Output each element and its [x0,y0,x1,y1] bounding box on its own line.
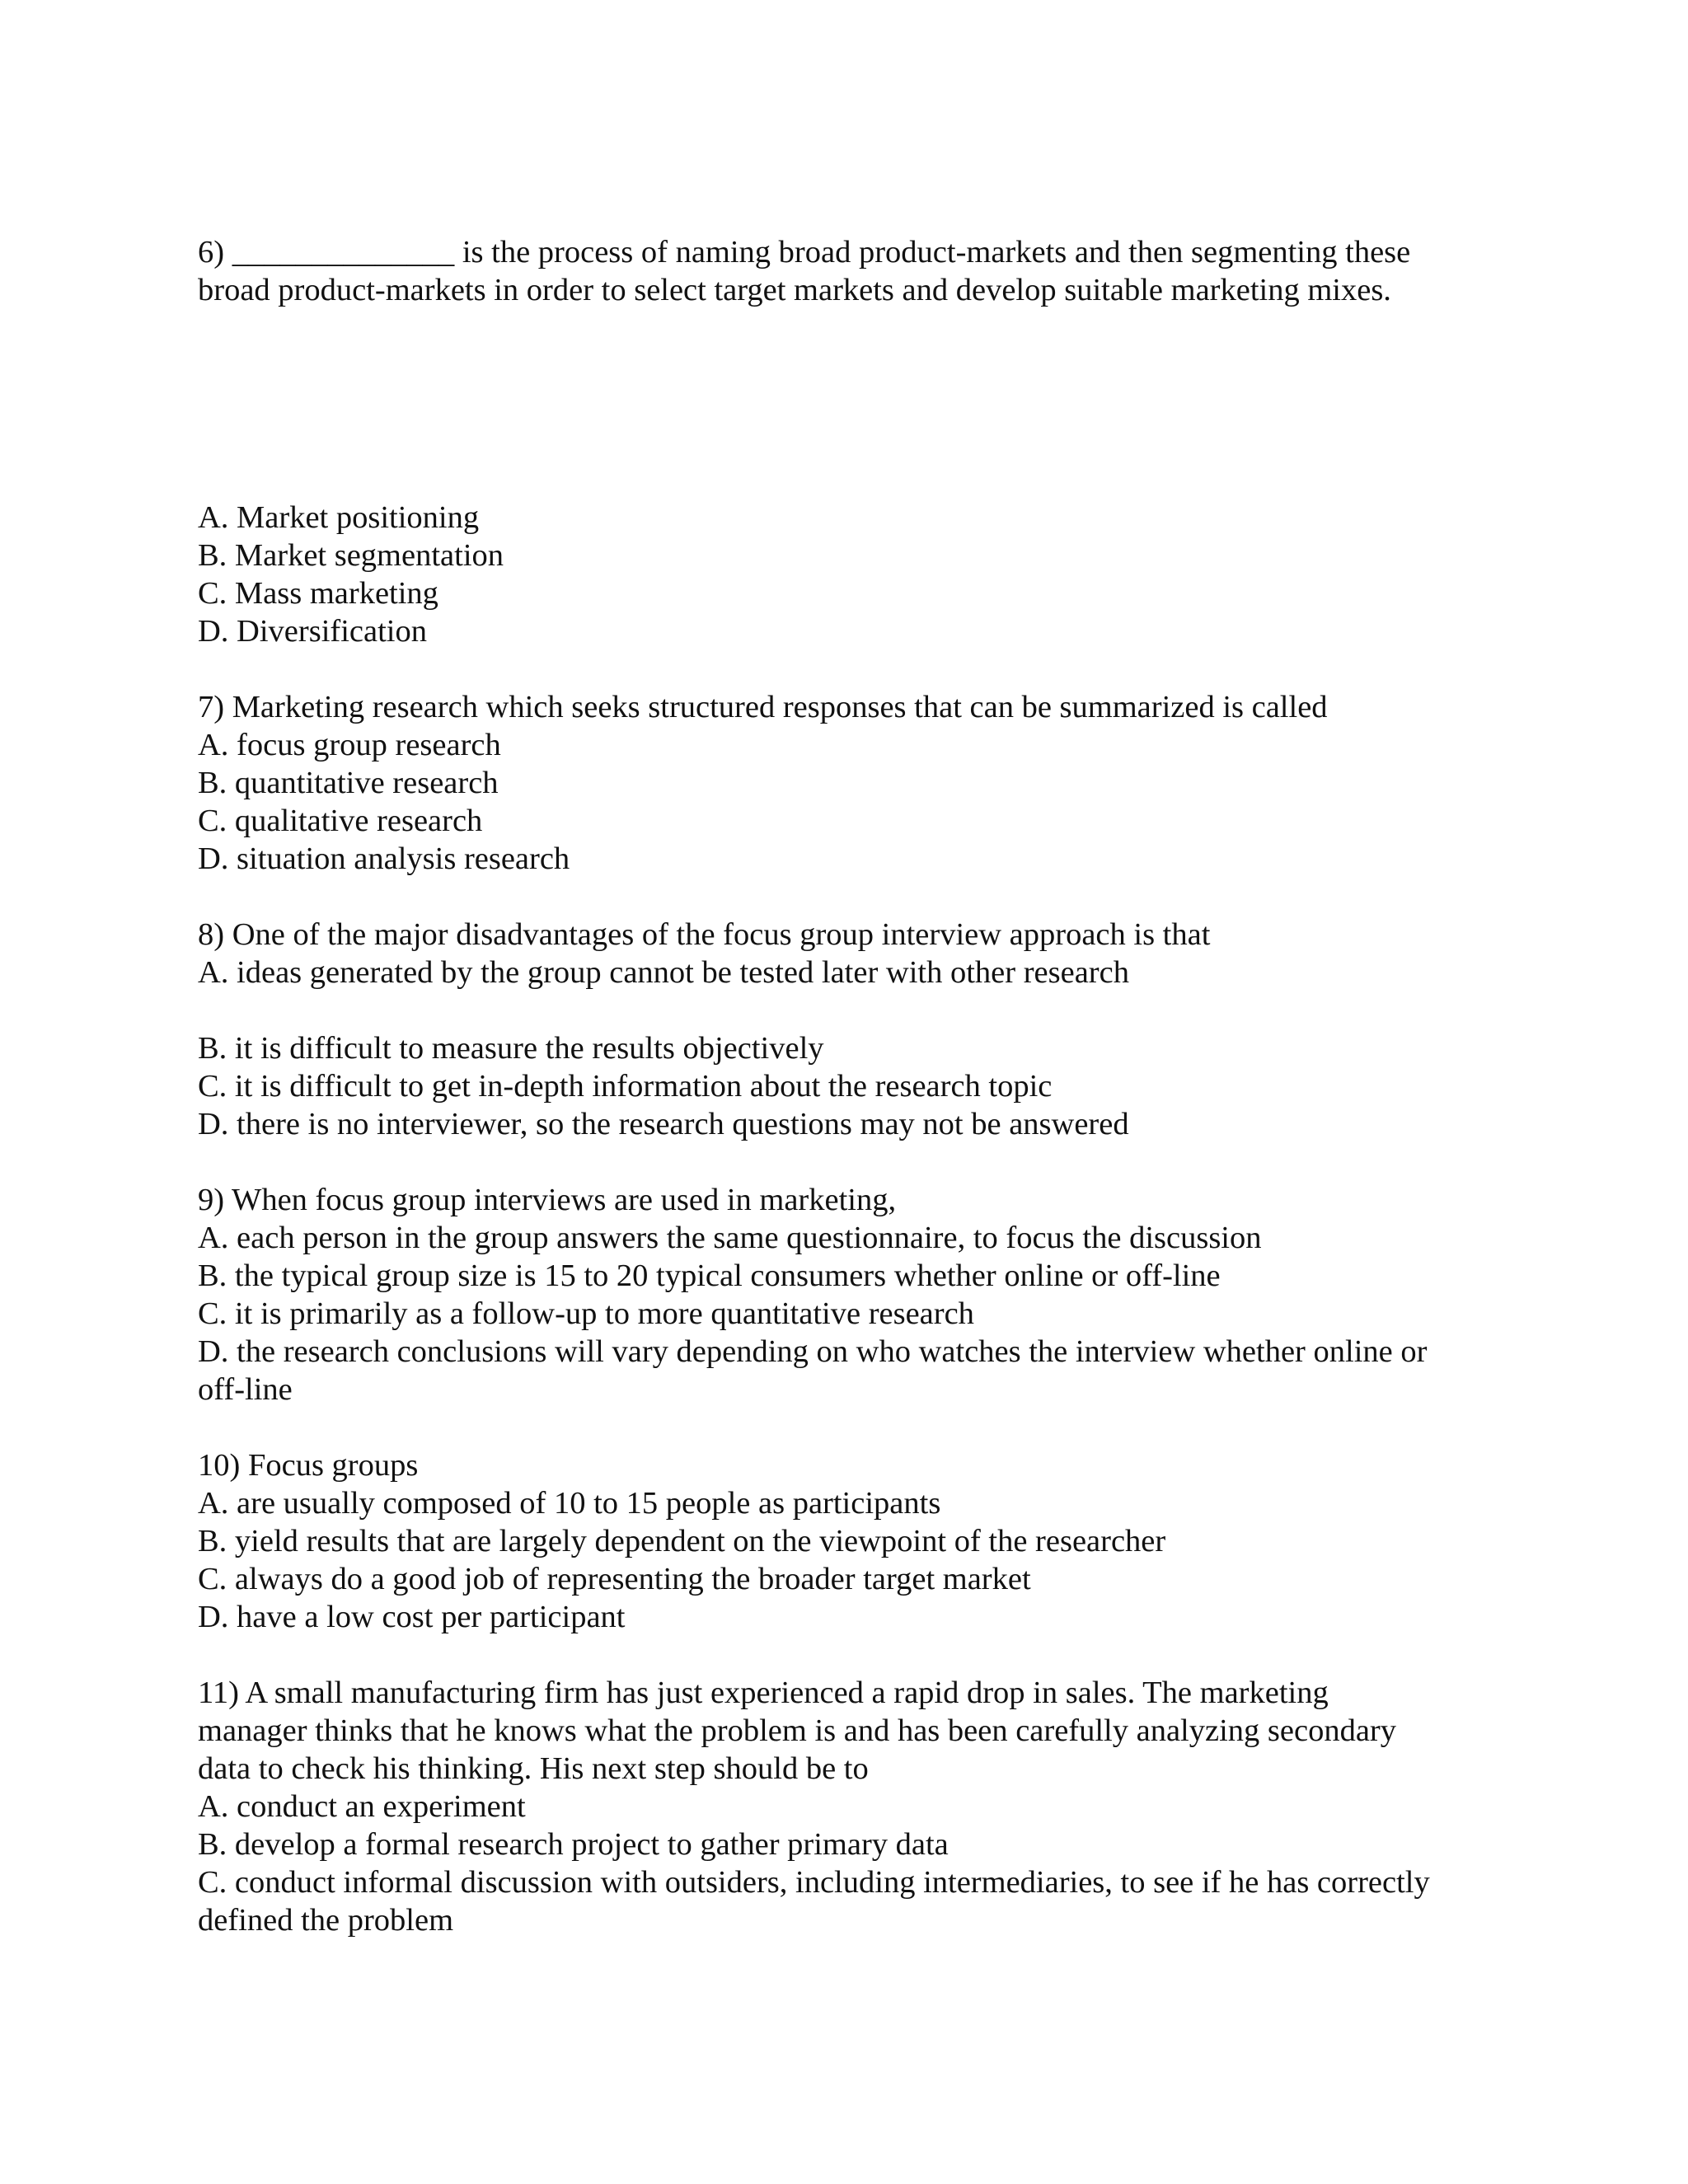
question-11-option-c: C. conduct informal discussion with outsiders, including intermediaries, to see if he has correctly [198,1865,1430,1900]
question-7-option-d: D. situation analysis research [198,841,570,876]
question-6-option-d: D. Diversification [198,614,427,649]
question-10 [198,1446,1500,1636]
question-9-option-d: D. the research conclusions will vary depending on who watches the interview whether online or [198,1334,1428,1369]
question-8-option-a: A. ideas generated by the group cannot be tested later with other research [198,955,1129,990]
question-10-option-d: D. have a low cost per participant [198,1600,626,1634]
question-9-option-d-continued: off-line [198,1372,293,1407]
question-6-option-b: B. Market segmentation [198,538,504,573]
question-9-option-c: C. it is primarily as a follow-up to more quantitative research [198,1296,974,1331]
question-6 [198,233,1500,309]
question-11-option-a: A. conduct an experiment [198,1789,526,1824]
question-11-stem-line-2: manager thinks that he knows what the problem is and has been carefully analyzing secondary [198,1713,1396,1748]
question-6-options [198,499,1500,650]
question-8-options-continued [198,1029,1500,1143]
question-8 [198,916,1500,991]
question-7-option-c: C. qualitative research [198,804,483,838]
question-11-option-b: B. develop a formal research project to gather primary data [198,1827,949,1862]
question-11-stem-line-3: data to check his thinking. His next step should be to [198,1751,869,1786]
question-10-option-a: A. are usually composed of 10 to 15 people as participants [198,1486,941,1521]
question-6-option-c: C. Mass marketing [198,576,438,611]
question-10-option-b: B. yield results that are largely dependent on the viewpoint of the researcher [198,1524,1166,1558]
question-9-option-a: A. each person in the group answers the same questionnaire, to focus the discussion [198,1221,1262,1255]
question-6-option-a: A. Market positioning [198,500,480,535]
question-7-option-b: B. quantitative research [198,766,499,800]
question-11 [198,1674,1500,1939]
question-9-option-b: B. the typical group size is 15 to 20 typical consumers whether online or off-line [198,1258,1221,1293]
question-6-stem-line-2: broad product-markets in order to select target markets and develop suitable marketing mixes. [198,273,1391,307]
question-7-option-a: A. focus group research [198,728,501,762]
question-11-option-c-continued: defined the problem [198,1903,454,1938]
question-6-stem-line-1: 6) ______________ is the process of naming broad product-markets and then segmenting these [198,235,1411,269]
question-9 [198,1181,1500,1408]
question-7-stem: 7) Marketing research which seeks structured responses that can be summarized is called [198,690,1328,724]
question-7 [198,688,1500,878]
question-9-stem: 9) When focus group interviews are used in marketing, [198,1183,897,1217]
page-content [198,233,1500,1939]
question-10-option-c: C. always do a good job of representing the broader target market [198,1562,1031,1596]
question-10-stem: 10) Focus groups [198,1448,419,1483]
question-11-stem-line-1: 11) A small manufacturing firm has just experienced a rapid drop in sales. The marketing [198,1675,1329,1710]
question-8-option-d: D. there is no interviewer, so the research questions may not be answered [198,1107,1129,1141]
question-8-option-b: B. it is difficult to measure the results objectively [198,1031,824,1066]
question-8-stem: 8) One of the major disadvantages of the focus group interview approach is that [198,917,1211,952]
question-8-option-c: C. it is difficult to get in-depth information about the research topic [198,1069,1053,1104]
